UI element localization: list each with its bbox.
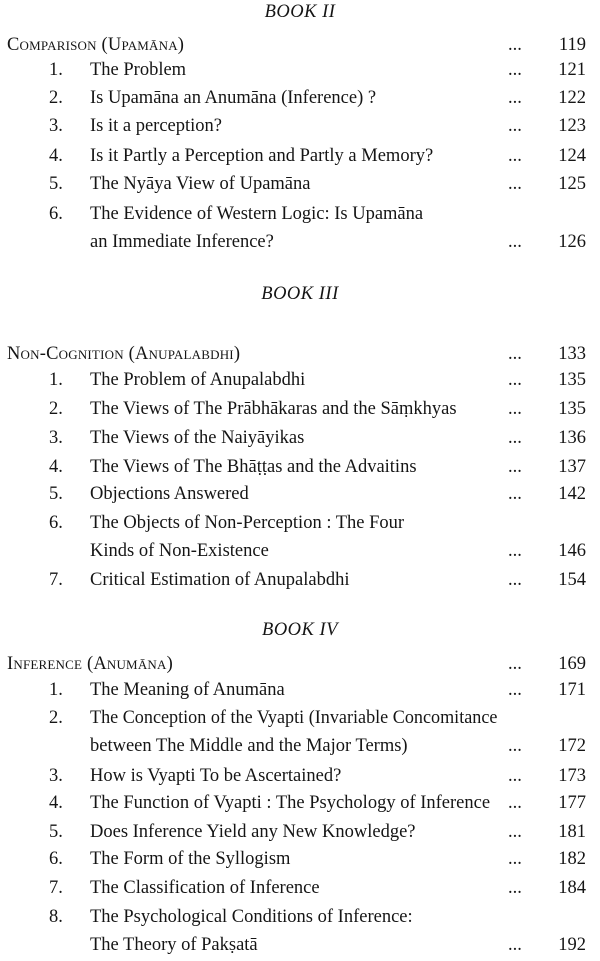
entry-number: 6. xyxy=(49,849,63,869)
entry-number: 8. xyxy=(49,907,63,927)
section-title: Inference (Anumāna) xyxy=(7,654,173,674)
entry-number: 1. xyxy=(49,370,63,390)
dot-leader: ... xyxy=(508,680,522,700)
toc-entry xyxy=(0,510,600,537)
dot-leader: ... xyxy=(508,766,522,786)
toc-entry xyxy=(0,229,600,256)
page-number: 137 xyxy=(558,457,586,477)
book-title: BOOK II xyxy=(264,2,336,22)
entry-number: 1. xyxy=(49,680,63,700)
section-heading xyxy=(0,341,600,368)
entry-number: 3. xyxy=(49,428,63,448)
page-number: 135 xyxy=(558,370,586,390)
entry-number: 5. xyxy=(49,822,63,842)
entry-title: The Function of Vyapti : The Psychology of Inference xyxy=(90,793,491,813)
page-number: 184 xyxy=(558,878,586,898)
page-number: 135 xyxy=(558,399,586,419)
section-heading xyxy=(0,651,600,678)
page-number: 126 xyxy=(558,232,586,252)
section-title: Comparison (Upamāna) xyxy=(7,35,185,55)
entry-title: Is Upamāna an Anumāna (Inference) ? xyxy=(90,88,377,108)
toc-entry xyxy=(0,454,600,481)
toc-entry xyxy=(0,705,600,732)
entry-title: Does Inference Yield any New Knowledge? xyxy=(90,822,416,842)
dot-leader: ... xyxy=(508,35,522,55)
entry-number: 6. xyxy=(49,513,63,533)
entry-title: The Problem of Anupalabdhi xyxy=(90,370,306,390)
entry-title: The Nyāya View of Upamāna xyxy=(90,174,311,194)
page-number: 119 xyxy=(558,35,586,55)
dot-leader: ... xyxy=(508,541,522,561)
entry-title: The Problem xyxy=(90,60,187,80)
dot-leader: ... xyxy=(508,60,522,80)
entry-title: The Meaning of Anumāna xyxy=(90,680,285,700)
entry-title: an Immediate Inference? xyxy=(90,232,274,252)
book-title: BOOK III xyxy=(261,284,339,304)
section-title: Non-Cognition (Anupalabdhi) xyxy=(7,344,241,364)
entry-title: How is Vyapti To be Ascertained? xyxy=(90,766,342,786)
entry-number: 7. xyxy=(49,570,63,590)
dot-leader: ... xyxy=(508,457,522,477)
toc-entry xyxy=(0,677,600,704)
dot-leader: ... xyxy=(508,822,522,842)
toc-entry xyxy=(0,143,600,170)
entry-title: The Views of the Naiyāyikas xyxy=(90,428,305,448)
page-number: 182 xyxy=(558,849,586,869)
dot-leader: ... xyxy=(508,174,522,194)
entry-title: The Evidence of Western Logic: Is Upamāna xyxy=(90,204,424,224)
book-title: BOOK IV xyxy=(262,620,338,640)
dot-leader: ... xyxy=(508,878,522,898)
dot-leader: ... xyxy=(508,116,522,136)
entry-number: 5. xyxy=(49,484,63,504)
entry-number: 7. xyxy=(49,878,63,898)
entry-title: Critical Estimation of Anupalabdhi xyxy=(90,570,350,590)
page-number: 136 xyxy=(558,428,586,448)
page-number: 123 xyxy=(558,116,586,136)
entry-number: 4. xyxy=(49,146,63,166)
toc-entry xyxy=(0,113,600,140)
dot-leader: ... xyxy=(508,399,522,419)
section-heading xyxy=(0,32,600,59)
entry-title: The Psychological Conditions of Inference: xyxy=(90,907,413,927)
dot-leader: ... xyxy=(508,570,522,590)
entry-title: between The Middle and the Major Terms) xyxy=(90,736,408,756)
dot-leader: ... xyxy=(508,88,522,108)
entry-number: 2. xyxy=(49,399,63,419)
entry-number: 6. xyxy=(49,204,63,224)
toc-entry xyxy=(0,819,600,846)
dot-leader: ... xyxy=(508,428,522,448)
page-number: 146 xyxy=(558,541,586,561)
page-number: 125 xyxy=(558,174,586,194)
toc-entry xyxy=(0,367,600,394)
entry-title: Is it Partly a Perception and Partly a Memory? xyxy=(90,146,434,166)
entry-title: Is it a perception? xyxy=(90,116,223,136)
entry-title: Kinds of Non-Existence xyxy=(90,541,269,561)
page-number: 133 xyxy=(558,344,586,364)
entry-number: 4. xyxy=(49,793,63,813)
toc-entry xyxy=(0,733,600,760)
entry-title: The Theory of Pakṣatā xyxy=(90,935,258,955)
page-number: 171 xyxy=(558,680,586,700)
dot-leader: ... xyxy=(508,849,522,869)
toc-entry xyxy=(0,790,600,817)
toc-entry xyxy=(0,425,600,452)
dot-leader: ... xyxy=(508,654,522,674)
toc-entry xyxy=(0,201,600,228)
toc-entry xyxy=(0,846,600,873)
page-number: 181 xyxy=(558,822,586,842)
page-number: 122 xyxy=(558,88,586,108)
page-number: 124 xyxy=(558,146,586,166)
entry-number: 4. xyxy=(49,457,63,477)
dot-leader: ... xyxy=(508,232,522,252)
page-number: 121 xyxy=(558,60,586,80)
page-number: 172 xyxy=(558,736,586,756)
dot-leader: ... xyxy=(508,736,522,756)
toc-entry xyxy=(0,904,600,931)
entry-title: The Objects of Non-Perception : The Four xyxy=(90,513,405,533)
toc-entry xyxy=(0,567,600,594)
page-number: 173 xyxy=(558,766,586,786)
dot-leader: ... xyxy=(508,146,522,166)
toc-entry xyxy=(0,171,600,198)
page-number: 142 xyxy=(558,484,586,504)
entry-title: Objections Answered xyxy=(90,484,249,504)
entry-number: 2. xyxy=(49,708,63,728)
toc-entry xyxy=(0,932,600,959)
entry-title: The Views of The Bhāṭṭas and the Advaitins xyxy=(90,457,417,477)
entry-title: The Classification of Inference xyxy=(90,878,320,898)
dot-leader: ... xyxy=(508,344,522,364)
dot-leader: ... xyxy=(508,484,522,504)
entry-number: 5. xyxy=(49,174,63,194)
entry-title: The Form of the Syllogism xyxy=(90,849,291,869)
page-number: 169 xyxy=(558,654,586,674)
entry-number: 2. xyxy=(49,88,63,108)
toc-entry xyxy=(0,85,600,112)
toc-entry xyxy=(0,538,600,565)
dot-leader: ... xyxy=(508,935,522,955)
page-number: 192 xyxy=(558,935,586,955)
page-number: 154 xyxy=(558,570,586,590)
entry-number: 1. xyxy=(49,60,63,80)
toc-entry xyxy=(0,875,600,902)
toc-entry xyxy=(0,763,600,790)
entry-title: The Views of The Prābhākaras and the Sāṃkhyas xyxy=(90,399,457,419)
entry-title: The Conception of the Vyapti (Invariable Concomitance xyxy=(90,708,498,728)
dot-leader: ... xyxy=(508,370,522,390)
entry-number: 3. xyxy=(49,116,63,136)
toc-entry xyxy=(0,396,600,423)
dot-leader: ... xyxy=(508,793,522,813)
entry-number: 3. xyxy=(49,766,63,786)
toc-entry xyxy=(0,57,600,84)
page-number: 177 xyxy=(558,793,586,813)
toc-entry xyxy=(0,481,600,508)
